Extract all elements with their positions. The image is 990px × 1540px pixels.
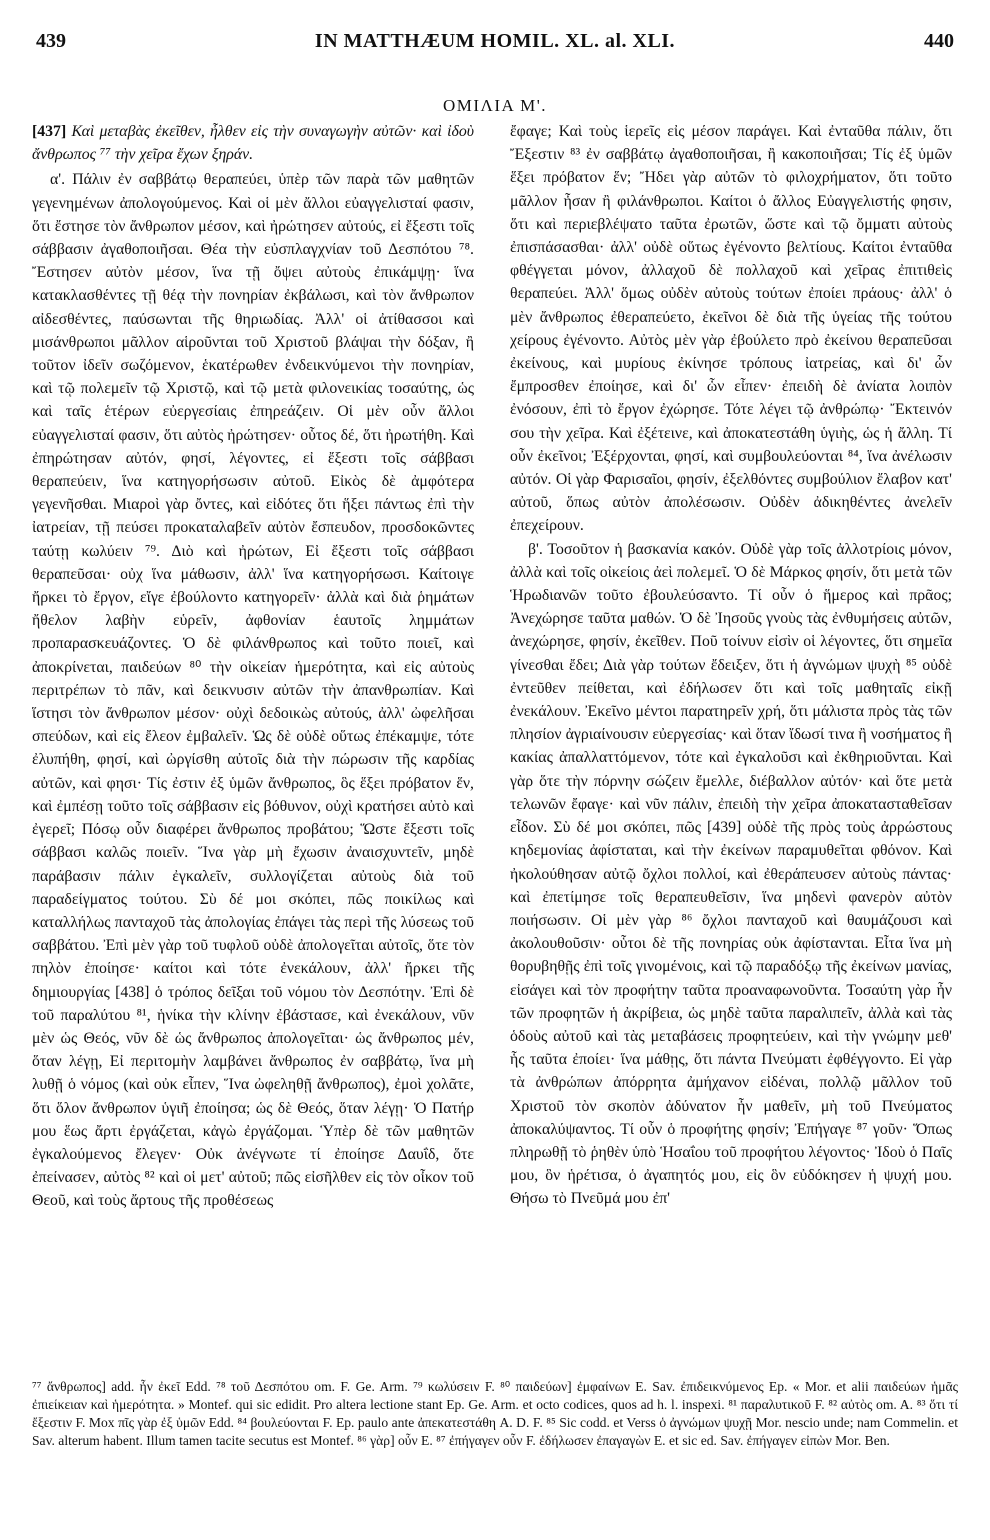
footnotes: ⁷⁷ ἄνθρωπος] add. ἦν ἐκεῖ Edd. ⁷⁸ τοῦ Δεσπότου om. F. Ge. Arm. ⁷⁹ κωλύσειν F. ⁸⁰ παιδεύων] ἐμφαίνων E. Sav. ἐπιδεικνύμενος Ep. « Mor. et alii παιδεύων ἡμᾶς ἐπιείκειαν καὶ ἡμερότητα. » Montef. qui sic edidit. Pro altera lectione stant Ep. Ge. Arm. et octo codices, quos ad h. l. inspexi. ⁸¹ παραλυτικοῦ F. ⁸² αὐτὸς om. A. ⁸³ ὅτι τί ἔξεστιν F. Mox πῖς γὰρ ἐξ ὑμῶν Edd. ⁸⁴ βουλεύονται F. Ep. paulo ante ἀπεκατεστάθη A. D. F. ⁸⁵ Sic codd. et Verss ὁ ἀγνώμων ψυχῇ Mor. nescio unde; nam Commelin. et Sav. alterum habent. Illum tamen tacite secutus est Montef. ⁸⁶ γὰρ] οὖν E. ⁸⁷ ἐπήγαγεν οὖν F. ἐδήλωσεν ἐπαγαγὼν E. et sic ed. Sav. ἐπήγαγεν εἰπὼν Mor. Ben. [32,1379,958,1448]
page-number-left: 439 [36,30,66,52]
opening-text: Καὶ μεταβὰς ἐκεῖθεν, ἦλθεν εἰς τὴν συναγωγὴν αὐτῶν· καὶ ἰδοὺ ἄνθρωπος ⁷⁷ τὴν χεῖρα ἔχων ξηράν. [32,123,474,164]
homily-title: ΟΜΙΛΙΑ Μ'. [442,96,548,115]
page-number-right: 440 [924,30,954,52]
paragraph-1: α'. Πάλιν ἐν σαββάτῳ θεραπεύει, ὑπὲρ τῶν παρὰ τῶν μαθητῶν γεγενημένων ἀπολογούμενος. Καὶ οἱ μὲν ἄλλοι εὐαγγελισταί φασιν, ὅτι ἔστησε τὸν ἄνθρωπον μέσον, καὶ ἠρώτησεν αὐτούς, εἰ ἔξεστι τοῖς σάββασιν ἀγαθοποιῆσαι. Θέα τὴν εὐσπλαγχνίαν τοῦ Δεσπότου ⁷⁸. Ἔστησεν αὐτὸν μέσον, ἵνα τῇ ὄψει αὐτοὺς ἐπικάμψῃ· ἵνα κατακλασθέντες τῇ θέᾳ τὴν πονηρίαν ἐκβάλωσι, καὶ τὸν ἄνθρωπον αἰδεσθέντες, παύσωνται τῆς θηριωδίας. Ἀλλ' οἱ ἀτίθασσοι καὶ μισάνθρωποι μᾶλλον αἱροῦνται τοῦ Χριστοῦ βλάψαι τὴν δόξαν, ἢ τοῦτον ἰδεῖν σωζόμενον, ἑκατέρωθεν ἐνδεικνύμενοι τὴν πονηρίαν, καὶ τῷ πολεμεῖν τῷ Χριστῷ, καὶ τῷ μετὰ φιλονεικίας τοσαύτης, ὡς καὶ ταῖς ἑτέρων εὐεργεσίαις ἐπηρεάζειν. Οἱ μὲν οὖν ἄλλοι εὐαγγελισταί φασιν, ὅτι αὐτὸς ἠρώτησεν· οὗτος δέ, ὅτι ἠρωτήθη. Καὶ ἐπηρώτησαν αὐτόν, φησί, λέγοντες, εἰ ἔξεστι τοῖς σάββασι θεραπεύειν, ἵνα κατηγορήσωσιν αὐτοῦ. Εἰκὸς δὲ ἀμφότερα γεγενῆσθαι. Μιαροὶ γὰρ ὄντες, καὶ εἰδότες ὅτι ἥξει πάντως ἐπὶ τὴν ἰατρείαν, τῇ πεύσει προκαταλαβεῖν αὐτὸν ἔσπευδον, προσδοκῶντες ταύτῃ κωλύειν ⁷⁹. Διὸ καὶ ἠρώτων, Εἰ ἔξεστι τοῖς σάββασι θεραπεῦσαι· οὐχ ἵνα μάθωσιν, ἀλλ' ἵνα κατηγορήσωσι. Καίτοιγε ἤρκει τὸ ἔργον, εἴγε ἐβούλοντο κατηγορεῖν· ἀλλὰ καὶ διὰ ῥημάτων ἤθελον λαβὴν εὑρεῖν, ἀφθονίαν ἑαυτοῖς λημμάτων προπαρασκευάζοντες. Ὁ δὲ φιλάνθρωπος καὶ τοῦτο ποιεῖ, καὶ ἀποκρίνεται, παιδεύων ⁸⁰ τὴν οἰκείαν ἡμερότητα, καὶ εἰς αὐτοὺς περιτρέπων τὸ πᾶν, καὶ δεικνυσιν αὐτῶν τὴν ἀπανθρωπίαν. Καὶ ἵστησι τὸν ἄνθρωπον μέσον· οὐχὶ δεδοικὼς αὐτούς, ἀλλ' ὠφελῆσαι σπεύδων, καὶ εἰς ἔλεον ἐμβαλεῖν. Ὡς δὲ οὐδὲ οὕτως ἐπέκαμψε, τότε ἐλυπήθη, φησί, καὶ ὠργίσθη αὐτοῖς διὰ τὴν πώρωσιν τῆς καρδίας αὐτῶν, καὶ φησι· Τίς ἐστιν ἐξ ὑμῶν ἄνθρωπος, ὃς ἕξει πρόβατον ἕν, καὶ ἐμπέσῃ τοῦτο τοῖς σάββασιν εἰς βόθυνον, οὐχὶ κρατήσει αὐτὸ καὶ ἐγερεῖ; Πόσῳ οὖν διαφέρει ἄνθρωπος προβάτου; Ὥστε ἔξεστι τοῖς σάββασι καλῶς ποιεῖν. Ἵνα γὰρ μὴ ἔχωσιν ἀναισχυντεῖν, μηδὲ παράβασιν πάλιν ἐγκαλεῖν, συλλογίζεται αὐτοὺς διὰ τοῦ παραδείγματος τούτου. Σὺ δέ μοι σκόπει, πῶς ποικίλως καὶ καταλλήλως πανταχοῦ τὰς ἀπολογίας ἐπάγει τὰς περὶ τῆς λύσεως τοῦ σαββάτου. Ἐπὶ μὲν γὰρ τοῦ τυφλοῦ οὐδὲ ἀπολογεῖται αὐτοῖς, ὅτε τὸν πηλὸν ἐποίησε· καίτοι καὶ τότε ἐνεκάλουν, ἀλλ' ἤρκει τῆς δημιουργίας [438] ὁ τρόπος δεῖξαι τοῦ νόμου τὸν Δεσπότην. Ἐπὶ δὲ τοῦ παραλύτου ⁸¹, ἡνίκα τὴν κλίνην ἐβάστασε, καὶ ἐνεκάλουν, νῦν μὲν ὡς Θεός, νῦν δὲ ὡς ἄνθρωπος ἀπολογεῖται· ὡς ἄνθρωπος μέν, ὅταν λέγῃ, Εἰ περιτομὴν λαμβάνει ἄνθρωπος ἐν σαββάτῳ, ἵνα μὴ λυθῇ ὁ νόμος (καὶ οὐκ εἶπεν, Ἵνα ὠφεληθῇ ἄνθρωπος), ἐμοὶ χολᾶτε, ὅτι ὅλον ἄνθρωπον ὑγιῆ ἐποίησα; ὡς δὲ Θεός, ὅταν λέγῃ· Ὁ Πατήρ μου ἕως ἄρτι ἐργάζεται, κἀγὼ ἐργάζομαι. Ὑπὲρ δὲ τῶν μαθητῶν ἐγκαλούμενος ἔλεγεν· Οὐκ ἀνέγνωτε τί ἐποίησε Δαυΐδ, ὅτε ἐπείνασεν, αὐτὸς ⁸² καὶ οἱ μετ' αὐτοῦ; πῶς εἰσῆλθεν εἰς τὸν οἶκον τοῦ Θεοῦ, καὶ τοὺς ἄρτους τῆς προθέσεως [32,171,474,1210]
paragraph-2: ἔφαγε; Καὶ τοὺς ἱερεῖς εἰς μέσον παράγει. Καὶ ἐνταῦθα πάλιν, ὅτι Ἔξεστιν ⁸³ ἐν σαββάτῳ ἀγαθοποιῆσαι, ἢ κακοποιῆσαι; Τίς ἐξ ὑμῶν ἕξει πρόβατον ἕν; Ἤδει γὰρ αὐτῶν τὸ φιλοχρήματον, ὅτι τοῦτο μᾶλλον ἦσαν ἢ φιλάνθρωποι. Καίτοι ὁ ἄλλος Εὐαγγελιστής φησιν, ὅτι καὶ περιεβλέψατο ταῦτα ἐρωτῶν, ὥστε καὶ τῷ ὄμματι αὐτοὺς ἐπισπάσασθαι· ἀλλ' οὐδὲ οὕτως ἐγένοντο βελτίους. Καίτοι ἐνταῦθα φθέγγεται μόνον, ἀλλαχοῦ δὲ πολλαχοῦ καὶ χεῖρας ἐπιτιθεὶς θεραπεύει. Ἀλλ' ὅμως οὐδὲν αὐτοὺς τούτων ἐποίει πράους· ἀλλ' ὁ μὲν ἄνθρωπος ἐθεραπεύετο, ἐκεῖνοι δὲ διὰ τῆς ὑγείας τῆς τούτου χείρους ἐγένοντο. Αὐτὸς μὲν γὰρ ἐβούλετο πρὸ ἐκείνου θεραπεῦσαι ἐκείνους, καὶ μυρίους ἐκίνησε τρόπους ἰατρείας, καὶ δι' ὧν ἔμπροσθεν ἐποίησε, καὶ δι' ὧν εἶπεν· ἐπειδὴ δὲ ἀνίατα λοιπὸν ἐνόσουν, ἐπὶ τὸ ἔργον ἐχώρησε. Τότε λέγει τῷ ἀνθρώπῳ· Ἔκτεινόν σου τὴν χεῖρα. Καὶ ἐξέτεινε, καὶ ἀποκατεστάθη ὑγιὴς, ὡς ἡ ἄλλη. Τί οὖν ἐκεῖνοι; Ἐξέρχονται, φησί, καὶ συμβουλεύονται ⁸⁴, ἵνα ἀνέλωσιν αὐτόν. Οἱ γὰρ Φαρισαῖοι, φησίν, ἐξελθόντες συμβούλιον ἔλαβον κατ' αὐτοῦ, ὅπως αὐτὸν ἀπολέσωσιν. Οὐδὲν ἀδικηθέντες ἀνελεῖν ἐπεχείρουν. [510,123,952,535]
running-title: IN MATTHÆUM HOMIL. XL. al. XLI. [314,30,676,52]
right-column [510,120,952,1348]
left-column [32,120,474,1348]
running-header [36,30,954,58]
opening-page-marker: [437] [32,123,67,140]
opening-lemma [32,120,474,166]
paragraph-3: β'. Τοσοῦτον ἡ βασκανία κακόν. Οὐδὲ γὰρ τοῖς ἀλλοτρίοις μόνον, ἀλλὰ καὶ τοῖς οἰκείοις ἀεὶ πολεμεῖ. Ὁ δὲ Μάρκος φησίν, ὅτι μετὰ τῶν Ἡρωδιανῶν τοῦτο ἐβουλεύσαντο. Τί οὖν ὁ ἥμερος καὶ πρᾶος; Ἀνεχώρησε ταῦτα μαθών. Ὁ δὲ Ἰησοῦς γνοὺς τὰς ἐνθυμήσεις αὐτῶν, ἀνεχώρησε, φησίν, ἐκεῖθεν. Ποῦ τοίνυν εἰσὶν οἱ λέγοντες, ὅτι σημεῖα γίνεσθαι ἔδει; Διὰ γὰρ τούτων ἔδειξεν, ὅτι ἡ ἀγνώμων ψυχὴ ⁸⁵ οὐδὲ ἐντεῦθεν πείθεται, καὶ ἐδήλωσεν ὅτι καὶ τοῖς μαθηταῖς εἰκῇ ἐνεκάλουν. Ἐκεῖνο μέντοι παρατηρεῖν χρή, ὅτι μάλιστα πρὸς τὰς τῶν πλησίον ἀγριαίνουσιν εὐεργεσίας· καὶ ὅταν ἴδωσί τινα ἢ νοσήματος ἢ κακίας ἀπαλλαττόμενον, τότε καὶ ἐγκαλοῦσι καὶ ἐκθηριοῦνται. Καὶ γὰρ ὅτε τὴν πόρνην σώζειν ἔμελλε, διέβαλλον αὐτόν· καὶ ὅτε μετὰ τελωνῶν ἔφαγε· καὶ νῦν πάλιν, ἐπειδὴ τὴν χεῖρα ἀποκατασταθεῖσαν εἶδον. Σὺ δέ μοι σκόπει, πῶς [439] οὐδὲ τῆς πρὸς τοὺς ἀρρώστους κηδεμονίας ἀφίσταται, καὶ τὴν ἐκείνων παραμυθεῖται φθόνον. Καὶ ἠκολούθησαν αὐτῷ ὄχλοι πολλοί, καὶ ἐθεράπευσεν αὐτοὺς πάντας· καὶ ἐπετίμησε τοῖς θεραπευθεῖσιν, ἵνα μηδενὶ φανερὸν αὐτὸν ποιήσωσιν. Οἱ μὲν γὰρ ⁸⁶ ὄχλοι πανταχοῦ καὶ θαυμάζουσι καὶ ἀκολουθοῦσιν· οὗτοι δὲ τῆς πονηρίας οὐκ ἀφίστανται. Εἶτα ἵνα μὴ θορυβηθῇς ἐπὶ τοῖς γινομένοις, καὶ τῷ παραδόξῳ τῆς ἐκείνων μανίας, εἰσάγει καὶ τὸν προφήτην ταῦτα προαναφωνοῦντα. Τοσαύτη γὰρ ἦν τῶν προφητῶν ἡ ἀκρίβεια, ὡς μηδὲ ταῦτα παραλιπεῖν, ἀλλὰ καὶ τὰς ὁδοὺς αὐτοῦ καὶ τὰς μεταβάσεις προφητεύειν, καὶ τὴν γνώμην μεθ' ἧς ταῦτα ἐποίει· ἵνα μάθῃς, ὅτι πάντα Πνεύματι ἐφθέγγοντο. Εἰ γὰρ τὰ ἀνθρώπων ἀπόρρητα ἀμήχανον εἰδέναι, πολλῷ μᾶλλον τοῦ Χριστοῦ τὸν σκοπὸν ἀδύνατον ἦν μαθεῖν, μὴ τοῦ Πνεύματος ἀποκαλύψαντος. Τί οὖν ὁ προφήτης φησίν; Ἐπήγαγε ⁸⁷ γοῦν· Ὅπως πληρωθῇ τὸ ῥηθὲν ὑπὸ Ἡσαΐου τοῦ προφήτου λέγοντος· Ἰδοὺ ὁ Παῖς μου, ὃν ἡρέτισα, ὁ ἀγαπητός μου, εἰς ὃν εὐδόκησεν ἡ ψυχή μου. Θήσω τὸ Πνεῦμά μου ἐπ' [510,540,952,1208]
